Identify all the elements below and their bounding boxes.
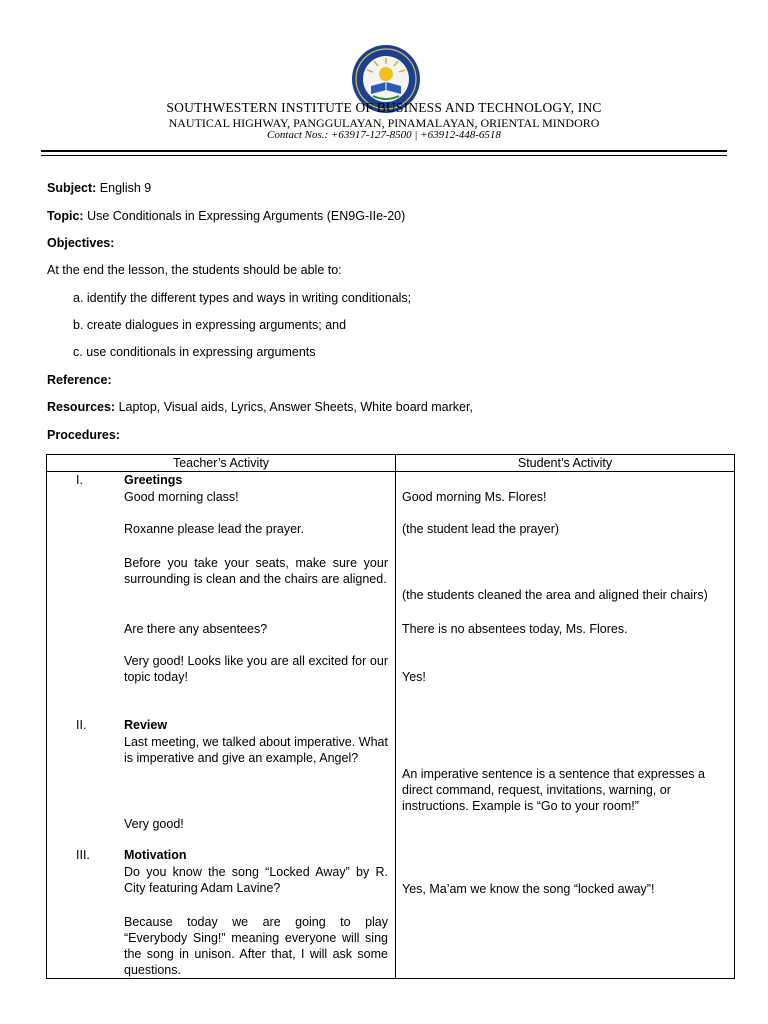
teacher-line: Last meeting, we talked about imperative. What is imperative and give an example, Angel? xyxy=(124,735,388,765)
procedures-table xyxy=(46,454,735,979)
student-line: (the students cleaned the area and aligned their chairs) xyxy=(402,588,708,602)
resources-label: Resources: xyxy=(47,400,116,414)
section-numeral: III. xyxy=(76,848,90,862)
objective-item: c. use conditionals in expressing arguments xyxy=(73,345,316,359)
student-line: Yes! xyxy=(402,670,426,684)
student-line: Good morning Ms. Flores! xyxy=(402,490,547,504)
topic-line xyxy=(47,209,405,223)
student-line: An imperative sentence is a sentence that expresses a direct command, request, invitations, warning, or instructions. Example is “Go to your room!” xyxy=(402,767,705,813)
institution-address: NAUTICAL HIGHWAY, PANGGULAYAN, PINAMALAYAN, ORIENTAL MINDORO xyxy=(168,116,600,130)
resources-line xyxy=(47,400,473,414)
teacher-line: Do you know the song “Locked Away” by R. City featuring Adam Lavine? xyxy=(124,865,388,895)
topic-value: Use Conditionals in Expressing Arguments (EN9G-IIe-20) xyxy=(87,209,406,223)
objective-item: a. identify the different types and ways in writing conditionals; xyxy=(73,291,412,305)
teacher-line: Roxanne please lead the prayer. xyxy=(124,522,304,536)
topic-label: Topic: xyxy=(47,209,84,223)
student-line: Yes, Ma’am we know the song “locked away”! xyxy=(402,882,655,896)
teacher-line: Very good! Looks like you are all excited for our topic today! xyxy=(124,654,388,684)
objective-item: b. create dialogues in expressing arguments; and xyxy=(73,318,347,332)
section-title: Review xyxy=(124,718,168,732)
reference-heading: Reference: xyxy=(47,373,112,387)
subject-line xyxy=(47,181,151,195)
subject-value: English 9 xyxy=(99,181,152,195)
institution-name: SOUTHWESTERN INSTITUTE OF BUSINESS AND TECHNOLOGY, INC xyxy=(166,100,602,115)
teacher-line: Good morning class! xyxy=(124,490,239,504)
header-row-divider xyxy=(47,471,734,472)
header-divider-thick xyxy=(41,150,727,152)
section-title: Motivation xyxy=(124,848,187,862)
teacher-line: Are there any absentees? xyxy=(124,622,268,636)
section-numeral: II. xyxy=(76,718,87,732)
objectives-heading: Objectives: xyxy=(47,236,115,250)
teacher-activity-header: Teacher’s Activity xyxy=(172,456,270,470)
objectives-intro: At the end the lesson, the students should be able to: xyxy=(47,263,342,277)
column-divider xyxy=(395,455,396,978)
procedures-heading: Procedures: xyxy=(47,428,120,442)
student-line: There is no absentees today, Ms. Flores. xyxy=(402,622,628,636)
subject-label: Subject: xyxy=(47,181,97,195)
student-line: (the student lead the prayer) xyxy=(402,522,560,536)
section-title: Greetings xyxy=(124,473,183,487)
student-activity-header: Student’s Activity xyxy=(517,456,613,470)
resources-value: Laptop, Visual aids, Lyrics, Answer Sheets, White board marker, xyxy=(118,400,473,414)
header-divider-thin xyxy=(41,155,727,156)
teacher-line: Because today we are going to play “Everybody Sing!” meaning everyone will sing the song in unison. After that, I will ask some questions. xyxy=(124,915,388,977)
teacher-line: Very good! xyxy=(124,817,184,831)
institution-contact: Contact Nos.: +63917-127-8500 | +63912-448-6518 xyxy=(267,129,501,141)
teacher-line: Before you take your seats, make sure your surrounding is clean and the chairs are aligned. xyxy=(124,556,388,586)
section-numeral: I. xyxy=(76,473,83,487)
